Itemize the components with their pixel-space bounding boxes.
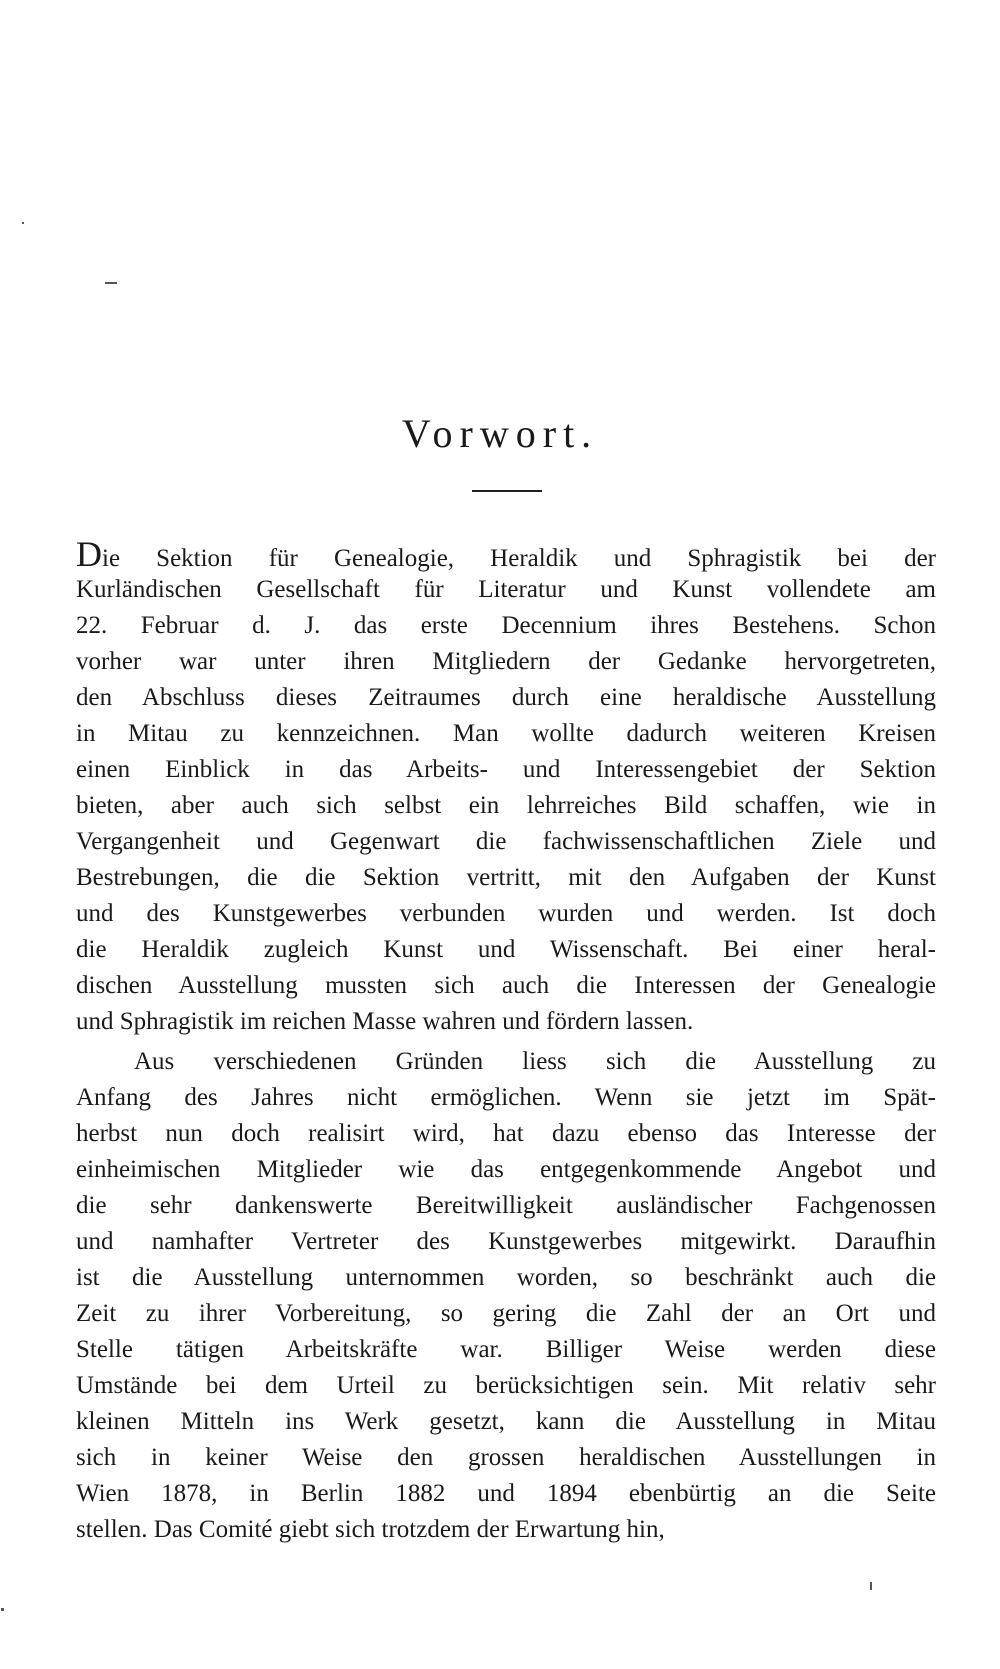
text-line: in Mitau zu kennzeichnen. Man wollte dadurch weiteren Kreisen (76, 720, 936, 747)
text-line: kleinen Mitteln ins Werk gesetzt, kann die Ausstellung in Mitau (76, 1408, 936, 1435)
paragraph (76, 1044, 936, 1548)
text-line: die Heraldik zugleich Kunst und Wissenschaft. Bei einer heral- (76, 936, 936, 963)
text-line: einen Einblick in das Arbeits- und Interessengebiet der Sektion (76, 756, 936, 783)
text-line: Stelle tätigen Arbeitskräfte war. Billiger Weise werden diese (76, 1336, 936, 1363)
text-line: und namhafter Vertreter des Kunstgewerbes mitgewirkt. Daraufhin (76, 1228, 936, 1255)
text-line: Die Sektion für Genealogie, Heraldik und Sphragistik bei der (76, 534, 936, 574)
text-line: Kurländischen Gesellschaft für Literatur und Kunst vollendete am (76, 576, 936, 603)
text-line: 22. Februar d. J. das erste Decennium ihres Bestehens. Schon (76, 612, 936, 639)
text-line: vorher war unter ihren Mitgliedern der Gedanke hervorgetreten, (76, 648, 936, 675)
text-line: Umstände bei dem Urteil zu berücksichtigen sein. Mit relativ sehr (76, 1372, 936, 1399)
text-line: Aus verschiedenen Gründen liess sich die Ausstellung zu (134, 1048, 936, 1075)
scan-speck (1, 1608, 4, 1611)
paragraph (76, 536, 936, 1040)
text-line: ist die Ausstellung unternommen worden, so beschränkt auch die (76, 1264, 936, 1291)
text-line: dischen Ausstellung mussten sich auch die Interessen der Genealogie (76, 972, 936, 999)
scan-speck (870, 1582, 872, 1590)
text-line: stellen. Das Comité giebt sich trotzdem der Erwartung hin, (76, 1516, 665, 1543)
text-line: Anfang des Jahres nicht ermöglichen. Wenn sie jetzt im Spät- (76, 1084, 936, 1111)
text-line: Bestrebungen, die die Sektion vertritt, mit den Aufgaben der Kunst (76, 864, 936, 891)
text-line: herbst nun doch realisirt wird, hat dazu ebenso das Interesse der (76, 1120, 936, 1147)
text-line: Vergangenheit und Gegenwart die fachwissenschaftlichen Ziele und (76, 828, 936, 855)
text-line: den Abschluss dieses Zeitraumes durch eine heraldische Ausstellung (76, 684, 936, 711)
text-line: einheimischen Mitglieder wie das entgegenkommende Angebot und (76, 1156, 936, 1183)
initial-letter: D (76, 534, 102, 574)
body-text (76, 536, 936, 1548)
text-line: Zeit zu ihrer Vorbereitung, so gering die Zahl der an Ort und (76, 1300, 936, 1327)
text-line: die sehr dankenswerte Bereitwilligkeit ausländischer Fachgenossen (76, 1192, 936, 1219)
text-line: und des Kunstgewerbes verbunden wurden und werden. Ist doch (76, 900, 936, 927)
scan-speck (22, 222, 24, 224)
scan-speck (105, 282, 117, 284)
title-rule (472, 490, 542, 492)
page-title: Vorwort. (401, 411, 599, 456)
text-line: Wien 1878, in Berlin 1882 und 1894 ebenbürtig an die Seite (76, 1480, 936, 1507)
text-line: bieten, aber auch sich selbst ein lehrreiches Bild schaffen, wie in (76, 792, 936, 819)
text-line: sich in keiner Weise den grossen heraldischen Ausstellungen in (76, 1444, 936, 1471)
text-line: und Sphragistik im reichen Masse wahren und fördern lassen. (76, 1008, 694, 1035)
